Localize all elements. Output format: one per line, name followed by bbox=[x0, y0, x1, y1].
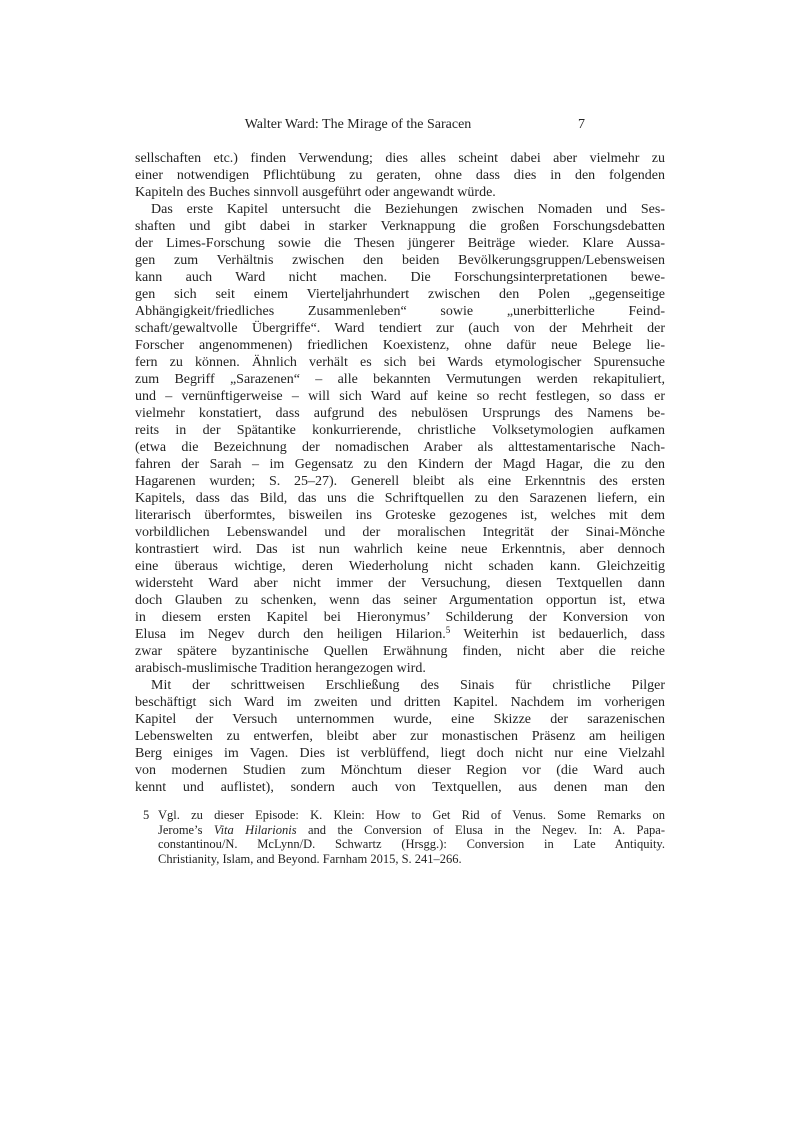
text-line: einer notwendigen Pflichtübung zu geraten, ohne dass dies in den folgenden bbox=[135, 168, 665, 183]
text-line: arabisch-muslimische Tradition herangezogen wird. bbox=[135, 661, 426, 676]
text-line: fahren der Sarah – im Gegensatz zu den Kindern der Magd Hagar, die zu den bbox=[135, 457, 665, 472]
text-line: kontrastiert wird. Das ist nun wahrlich keine neue Erkenntnis, aber dennoch bbox=[135, 542, 665, 557]
running-header bbox=[135, 117, 665, 135]
text-line: und – vernünftigerweise – will sich Ward auf keine so recht festlegen, so dass er bbox=[135, 389, 665, 404]
text-line: reits in der Spätantike konkurrierende, christliche Volksetymologien aufkamen bbox=[135, 423, 665, 438]
text-segment: Elusa im Negev durch den heiligen Hilarion. bbox=[135, 627, 446, 642]
text-line: beschäftigt sich Ward im zweiten und dritten Kapitel. Nachdem im vorherigen bbox=[135, 695, 665, 710]
text-line: kennt und auflistet), sondern auch von Textquellen, aus denen man den bbox=[135, 780, 665, 795]
text-line: widersteht Ward aber nicht immer der Versuchung, diesen Textquellen dann bbox=[135, 576, 665, 591]
text-line: Lebenswelten zu entwerfen, bleibt aber zur monastischen Präsenz am heiligen bbox=[135, 729, 665, 744]
text-line: der Limes-Forschung sowie die Thesen jüngerer Beiträge wieder. Klare Aussa- bbox=[135, 236, 665, 251]
text-line: fern zu können. Ähnlich verhält es sich bei Wards etymologischer Spurensuche bbox=[135, 355, 665, 370]
text-line: vorbildlichen Lebenswandel und der moralischen Integrität der Sinai-Mönche bbox=[135, 525, 665, 540]
text-line: Vgl. zu dieser Episode: K. Klein: How to Get Rid of Venus. Some Remarks on bbox=[158, 808, 665, 822]
text-line: Christianity, Islam, and Beyond. Farnham 2015, S. 241–266. bbox=[158, 852, 462, 867]
page-number: 7 bbox=[578, 117, 585, 132]
text-line: sellschaften etc.) finden Verwendung; dies alles scheint dabei aber vielmehr zu bbox=[135, 151, 665, 166]
footnote-reference[interactable]: 5 bbox=[445, 625, 451, 635]
running-title: Walter Ward: The Mirage of the Saracen bbox=[244, 117, 472, 132]
text-line: doch Glauben zu schenken, wenn das seiner Argumentation opportun ist, etwa bbox=[135, 593, 665, 608]
text-line: Mit der schrittweisen Erschließung des Sinais für christliche Pilger bbox=[151, 678, 665, 693]
text-line: literarisch überformtes, bisweilen ins Groteske gezogenes ist, welches mit dem bbox=[135, 508, 665, 523]
text-line: (etwa die Bezeichnung der nomadischen Araber als alttestamentarische Nach- bbox=[135, 440, 665, 455]
text-line: Kapitels, dass das Bild, das uns die Schriftquellen zu den Sarazenen liefern, ein bbox=[135, 491, 665, 506]
text-line: Kapitel der Versuch unternommen wurde, eine Skizze der sarazenischen bbox=[135, 712, 665, 727]
text-line: von modernen Studien zum Mönchtum dieser Region vor (die Ward auch bbox=[135, 763, 665, 778]
text-line: Kapiteln des Buches sinnvoll ausgeführt oder angewandt würde. bbox=[135, 185, 496, 200]
text-line: Forscher angenommenen) friedlichen Koexistenz, ohne dafür neue Belege lie- bbox=[135, 338, 665, 353]
text-line: gen zum Verhältnis zwischen den beiden Bevölkerungsgruppen/Lebensweisen bbox=[135, 253, 665, 268]
text-segment: and the Conversion of Elusa in the Negev. In: A. Papa- bbox=[296, 822, 665, 837]
text-line: zum Begriff „Sarazenen“ – alle bekannten Vermutungen werden rekapituliert, bbox=[135, 372, 665, 387]
text-segment: Jerome’s bbox=[158, 822, 214, 837]
text-line: shaften und gibt dabei in starker Verknappung die großen Forschungsdebatten bbox=[135, 219, 665, 234]
text-line: Abhängigkeit/friedliches Zusammenleben“ sowie „unerbitterliche Feind- bbox=[135, 304, 665, 319]
text-line: eine überaus wichtige, deren Wiederholung nicht schaden kann. Gleichzeitig bbox=[135, 559, 665, 574]
text-line: constantinou/N. McLynn/D. Schwartz (Hrsgg.): Conversion in Late Antiquity. bbox=[158, 837, 665, 852]
text-line bbox=[135, 626, 665, 643]
text-line: schaft/gewaltvolle Übergriffe“. Ward tendiert zur (auch von der Mehrheit der bbox=[135, 321, 665, 336]
text-line: Hagarenen wurden; S. 25–27). Generell bleibt als eine Erkenntnis des ersten bbox=[135, 474, 665, 489]
text-segment: Vita Hilarionis bbox=[213, 822, 297, 837]
footnote-number: 5 bbox=[143, 808, 150, 822]
text-line: zwar spätere byzantinische Quellen Erwähnung finden, nicht aber die reiche bbox=[135, 644, 665, 659]
text-line: gen sich seit einem Vierteljahrhundert zwischen den Polen „gegenseitige bbox=[135, 287, 665, 302]
text-line bbox=[158, 823, 665, 838]
text-line: Berg einiges im Vagen. Dies ist verblüffend, liegt doch nicht nur eine Vielzahl bbox=[135, 746, 665, 761]
text-line: Das erste Kapitel untersucht die Beziehungen zwischen Nomaden und Ses- bbox=[151, 202, 665, 217]
footnote-text bbox=[158, 808, 665, 867]
body-text bbox=[135, 150, 665, 796]
text-line: vielmehr konstatiert, dass aufgrund des nebulösen Ursprungs des Namens be- bbox=[135, 406, 665, 421]
text-line: kann auch Ward nicht machen. Die Forschungsinterpretationen bewe- bbox=[135, 270, 665, 285]
text-line: in diesem ersten Kapitel bei Hieronymus’ Schilderung der Konversion von bbox=[135, 610, 665, 625]
text-segment: Weiterhin ist bedauerlich, dass bbox=[450, 627, 665, 642]
